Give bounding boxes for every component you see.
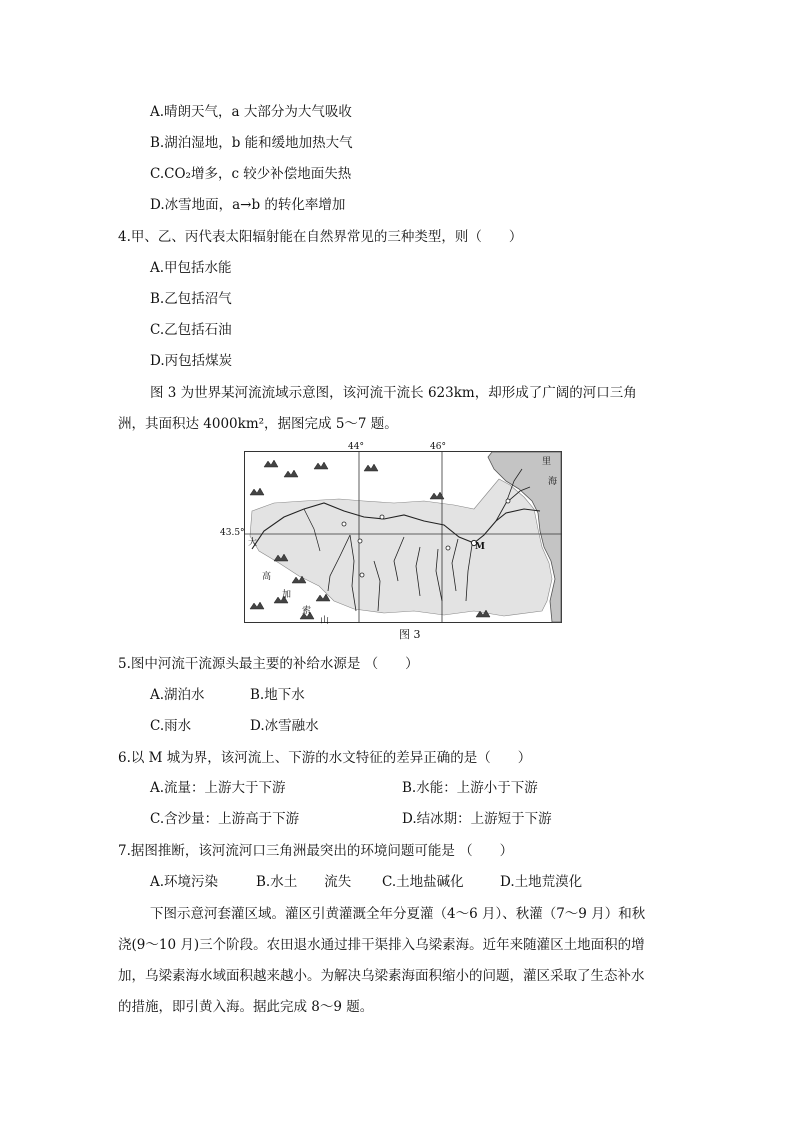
q4-option-d: D.丙包括煤炭 xyxy=(150,353,233,369)
q3-option-c: C.CO₂增多，c 较少补偿地面失热 xyxy=(150,166,352,182)
q6-option-d: D.结冰期：上游短于下游 xyxy=(402,811,552,827)
city-m-label: M xyxy=(475,542,485,552)
q5-stem: 5.图中河流干流源头最主要的补给水源是 （ ） xyxy=(118,656,419,672)
lon-label-46: 46° xyxy=(430,442,446,452)
q7-option-b: B.水土 流失 xyxy=(256,874,352,890)
q6-stem: 6.以 M 城为界，该河流上、下游的水文特征的差异正确的是（ ） xyxy=(118,750,532,766)
q4-option-b: B.乙包括沼气 xyxy=(150,291,232,307)
q6-option-c: C.含沙量：上游高于下游 xyxy=(150,811,300,827)
figure-caption: 图 3 xyxy=(399,628,421,641)
sea-label-2: 海 xyxy=(548,477,558,487)
q3-option-b: B.湖泊湿地，b 能和缓地加热大气 xyxy=(150,135,353,151)
intro2-line3: 加，乌梁素海水域面积越来越小。为解决乌梁素海面积缩小的问题，灌区采取了生态补水 xyxy=(118,968,645,984)
q6-option-a: A.流量：上游大于下游 xyxy=(150,780,286,796)
q7-option-d: D.土地荒漠化 xyxy=(500,874,583,890)
lon-label-44: 44° xyxy=(348,442,364,452)
mountain-label-5: 山 xyxy=(320,616,330,626)
q5-option-c: C.雨水 xyxy=(150,718,192,734)
sea-label-1: 里 xyxy=(542,457,552,467)
intro1-line1: 图 3 为世界某河流流域示意图，该河流干流长 623km，却形成了广阔的河口三角 xyxy=(150,385,637,401)
q4-stem: 4.甲、乙、丙代表太阳辐射能在自然界常见的三种类型，则（ ） xyxy=(118,229,523,245)
q7-stem: 7.据图推断，该河流河口三角洲最突出的环境问题可能是 （ ） xyxy=(118,843,514,859)
mountain-label-3: 加 xyxy=(282,590,292,600)
intro1-line2: 洲，其面积达 4000km²，据图完成 5～7 题。 xyxy=(118,416,398,432)
intro2-line4: 的措施，即引黄入海。据此完成 8～9 题。 xyxy=(118,999,374,1015)
q7-option-a: A.环境污染 xyxy=(150,874,219,890)
mountain-label-4: 索 xyxy=(302,606,312,616)
q3-option-a: A.晴朗天气，a 大部分为大气吸收 xyxy=(150,104,352,120)
intro2-line1: 下图示意河套灌区域。灌区引黄灌溉全年分夏灌（4～6 月）、秋灌（7～9 月）和秋 xyxy=(150,906,646,922)
q4-option-a: A.甲包括水能 xyxy=(150,260,232,276)
q7-option-c: C.土地盐碱化 xyxy=(382,874,464,890)
q5-option-d: D.冰雪融水 xyxy=(250,718,319,734)
q4-option-c: C.乙包括石油 xyxy=(150,322,232,338)
q6-option-b: B.水能：上游小于下游 xyxy=(402,780,538,796)
mountain-label-1: 大 xyxy=(248,538,258,548)
mountain-label-2: 高 xyxy=(262,572,272,582)
lat-label: 43.5° xyxy=(220,528,245,538)
q5-option-a: A.湖泊水 xyxy=(150,687,205,703)
q3-option-d: D.冰雪地面，a→b 的转化率增加 xyxy=(150,197,346,213)
intro2-line2: 浇(9～10 月)三个阶段。农田退水通过排干渠排入乌梁素海。近年来随灌区土地面积的增 xyxy=(118,937,645,953)
river-basin-map xyxy=(220,442,562,626)
q5-option-b: B.地下水 xyxy=(250,687,305,703)
